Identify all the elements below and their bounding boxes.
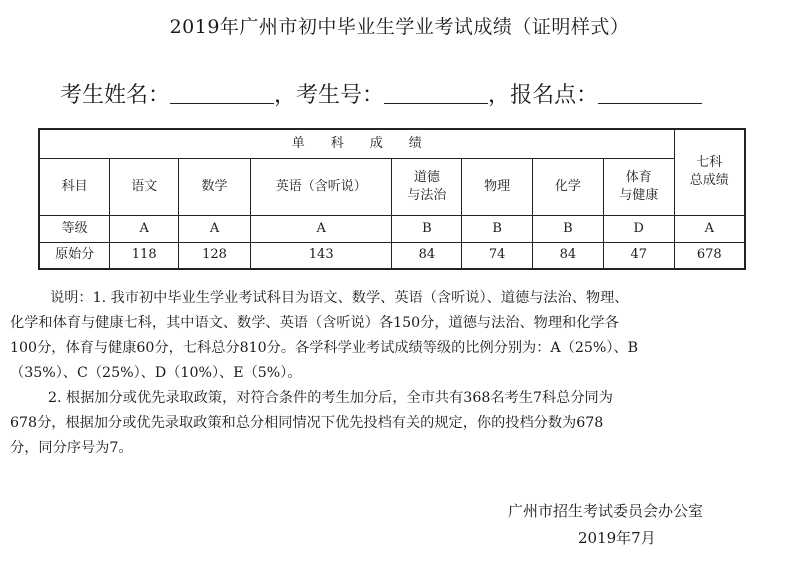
raw-score-cell: 84 xyxy=(392,242,462,269)
grade-cell: B xyxy=(392,215,462,242)
raw-score-cell: 74 xyxy=(462,242,533,269)
registration-site-label: 报名点： xyxy=(510,83,599,108)
issue-date: 2019年7月 xyxy=(578,529,656,547)
name-label: 考生姓名： xyxy=(60,83,171,108)
subject-morality-line2: 与法治 xyxy=(407,187,447,203)
grade-cell: B xyxy=(462,215,533,242)
issuer-signature: 广州市招生考试委员会办公室 xyxy=(508,502,704,520)
table-row-raw-score xyxy=(39,242,745,269)
registration-site-blank xyxy=(598,81,702,104)
candidate-number-label: 考生号： xyxy=(296,83,385,108)
single-subject-header: 单 科 成 绩 xyxy=(39,129,674,158)
grade-label: 等级 xyxy=(39,215,110,242)
note-line: 100分，体育与健康60分，七科总分810分。各学科学业考试成绩等级的比例分别为：A（25%）、B xyxy=(10,340,639,356)
total-header-line2: 总成绩 xyxy=(689,173,729,189)
document-title: 2019年广州市初中毕业生学业考试成绩（证明样式） xyxy=(169,16,630,38)
note-line: 说明：1. 我市初中毕业生学业考试科目为语文、数学、英语（含听说）、道德与法治、物理、 xyxy=(50,290,629,306)
subject-pe-line1: 体育 xyxy=(625,169,652,185)
grade-cell: A xyxy=(674,215,745,242)
grade-cell: B xyxy=(533,215,604,242)
subject-math: 数学 xyxy=(179,158,251,215)
note-line: 678分，根据加分或优先录取政策和总分相同情况下优先投档有关的规定，你的投档分数为678 xyxy=(10,415,604,431)
subject-label: 科目 xyxy=(39,158,110,215)
subject-pe-line2: 与健康 xyxy=(619,187,659,203)
total-header-line1: 七科 xyxy=(696,155,723,171)
raw-score-cell: 84 xyxy=(533,242,604,269)
note-line: 2. 根据加分或优先录取政策，对符合条件的考生加分后，全市共有368名考生7科总分同为 xyxy=(48,390,613,406)
subject-chinese: 语文 xyxy=(110,158,179,215)
raw-score-label: 原始分 xyxy=(39,242,110,269)
raw-score-cell: 143 xyxy=(250,242,392,269)
separator: ， xyxy=(488,83,511,108)
scores-table xyxy=(38,128,746,270)
subject-pe-health xyxy=(603,158,674,215)
subject-morality-line1: 道德 xyxy=(413,169,440,185)
table-row-grade xyxy=(39,215,745,242)
grade-cell: A xyxy=(250,215,392,242)
grade-cell: D xyxy=(603,215,674,242)
candidate-info-line xyxy=(60,78,760,109)
note-line: 化学和体育与健康七科，其中语文、数学、英语（含听说）各150分，道德与法治、物理和化学各 xyxy=(10,315,619,331)
raw-score-cell: 128 xyxy=(179,242,251,269)
note-line: （35%）、C（25%）、D（10%）、E（5%）。 xyxy=(10,365,302,381)
grade-cell: A xyxy=(110,215,179,242)
subject-chemistry: 化学 xyxy=(533,158,604,215)
subject-morality-law xyxy=(392,158,462,215)
grade-cell: A xyxy=(179,215,251,242)
candidate-number-blank xyxy=(384,81,488,104)
subject-physics: 物理 xyxy=(462,158,533,215)
notes-section xyxy=(10,286,768,461)
total-score-header xyxy=(674,129,745,215)
raw-score-cell: 678 xyxy=(674,242,745,269)
name-blank xyxy=(170,81,274,104)
raw-score-cell: 118 xyxy=(110,242,179,269)
separator: ， xyxy=(274,83,297,108)
raw-score-cell: 47 xyxy=(603,242,674,269)
note-line: 分，同分序号为7。 xyxy=(10,440,133,456)
subject-english: 英语（含听说） xyxy=(250,158,392,215)
